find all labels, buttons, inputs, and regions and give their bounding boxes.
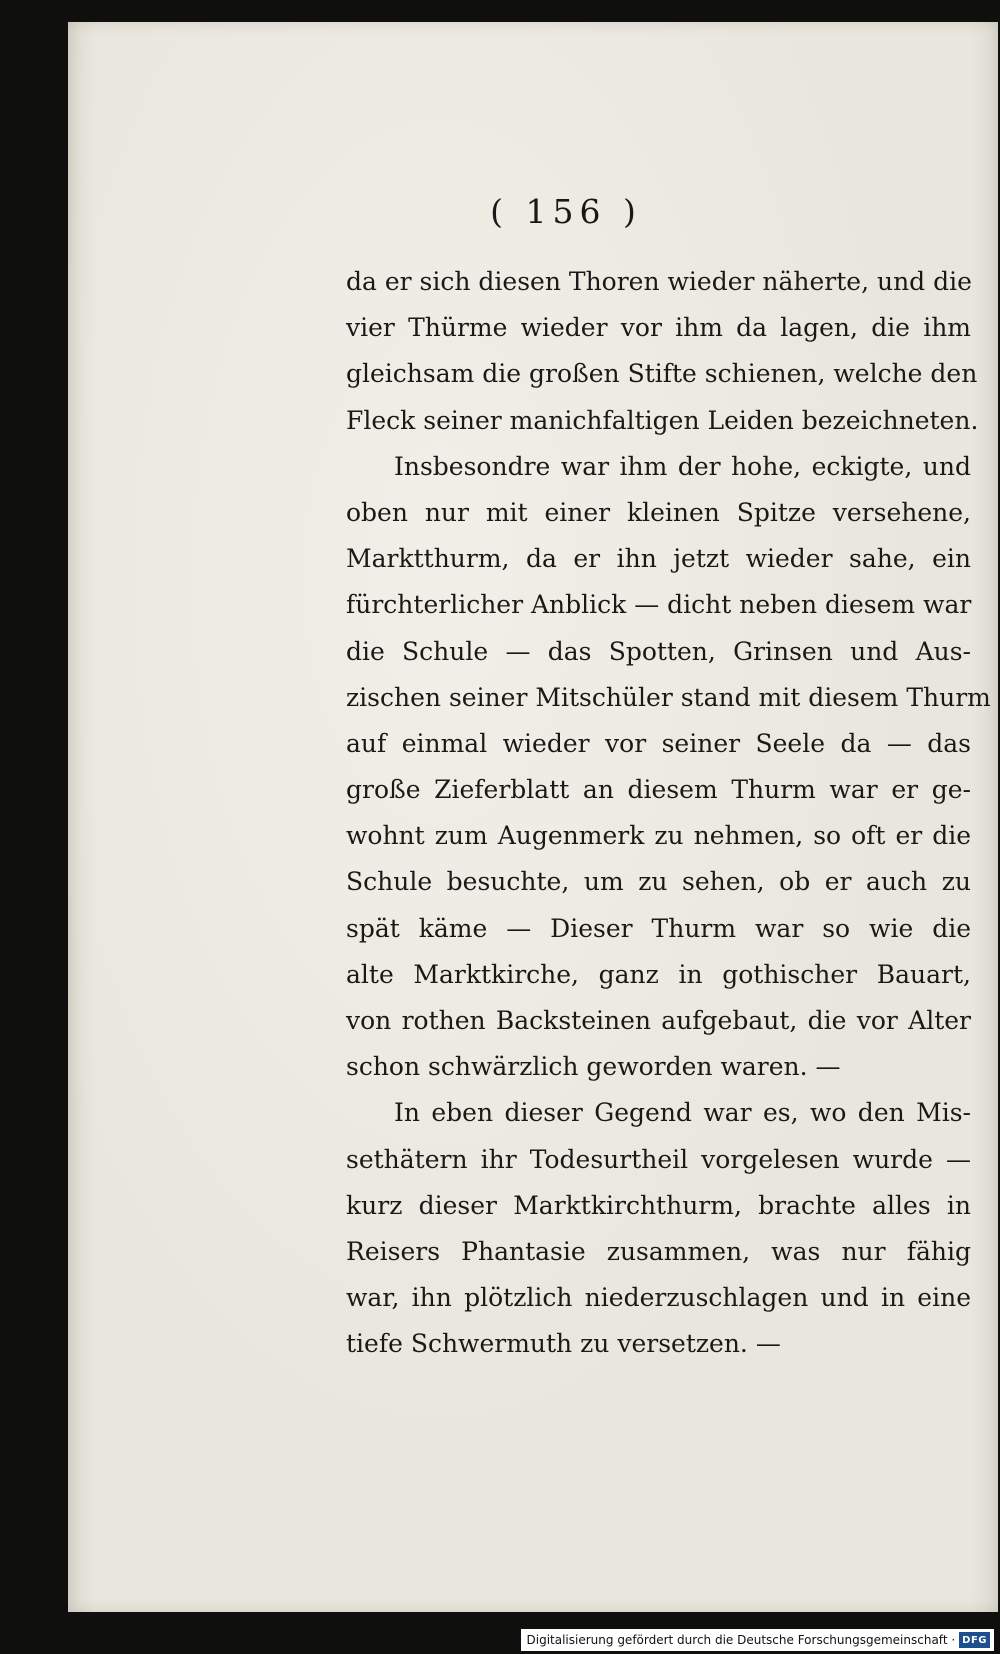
text-line: fürchterlicher Anblick — dicht neben diesem war bbox=[346, 590, 972, 620]
book-page bbox=[68, 22, 998, 1612]
text-line: von rothen Backsteinen aufgebaut, die vor Alter bbox=[346, 1006, 971, 1035]
body-text bbox=[346, 259, 991, 1368]
text-line: alte Marktkirche, ganz in gothischer Bauart, bbox=[346, 959, 971, 989]
text-line: oben nur mit einer kleinen Spitze versehene, bbox=[346, 497, 971, 527]
digitization-credit bbox=[521, 1629, 994, 1651]
text-line: gleichsam die großen Stifte schienen, welche den bbox=[346, 359, 978, 389]
text-line: Schule besuchte, um zu sehen, ob er auch zu bbox=[346, 867, 971, 897]
dfg-logo: DFG bbox=[959, 1632, 990, 1648]
text-line: Fleck seiner manichfaltigen Leiden bezeichneten. bbox=[346, 405, 979, 435]
text-line: zischen seiner Mitschüler stand mit diesem Thurm bbox=[346, 682, 991, 712]
text-line: da er sich diesen Thoren wieder näherte, und die bbox=[346, 267, 972, 296]
text-line: Marktthurm, da er ihn jetzt wieder sahe, ein bbox=[346, 544, 971, 574]
text-line: war, ihn plötzlich niederzuschlagen und in eine bbox=[346, 1283, 971, 1313]
text-line: große Zieferblatt an diesem Thurm war er ge- bbox=[346, 775, 971, 805]
text-line: sethätern ihr Todesurtheil vorgelesen wurde — bbox=[346, 1144, 971, 1174]
page-number: ( 156 ) bbox=[490, 192, 642, 231]
credit-text: Digitalisierung gefördert durch die Deutsche Forschungsgemeinschaft · bbox=[526, 1633, 956, 1647]
text-line: vier Thürme wieder vor ihm da lagen, die ihm bbox=[346, 313, 971, 343]
text-line: Reisers Phantasie zusammen, was nur fähig bbox=[346, 1236, 971, 1266]
text-line: Insbesondre war ihm der hohe, eckigte, und bbox=[394, 451, 971, 481]
text-line: tiefe Schwermuth zu versetzen. — bbox=[346, 1329, 781, 1359]
text-line: die Schule — das Spotten, Grinsen und Aus- bbox=[346, 636, 971, 666]
text-line: spät käme — Dieser Thurm war so wie die bbox=[346, 913, 971, 943]
text-line: schon schwärzlich geworden waren. — bbox=[346, 1052, 841, 1082]
text-line: In eben dieser Gegend war es, wo den Mis- bbox=[394, 1098, 971, 1128]
text-line: wohnt zum Augenmerk zu nehmen, so oft er die bbox=[346, 821, 971, 851]
text-line: auf einmal wieder vor seiner Seele da — das bbox=[346, 728, 971, 758]
text-line: kurz dieser Marktkirchthurm, brachte alles in bbox=[346, 1190, 971, 1220]
